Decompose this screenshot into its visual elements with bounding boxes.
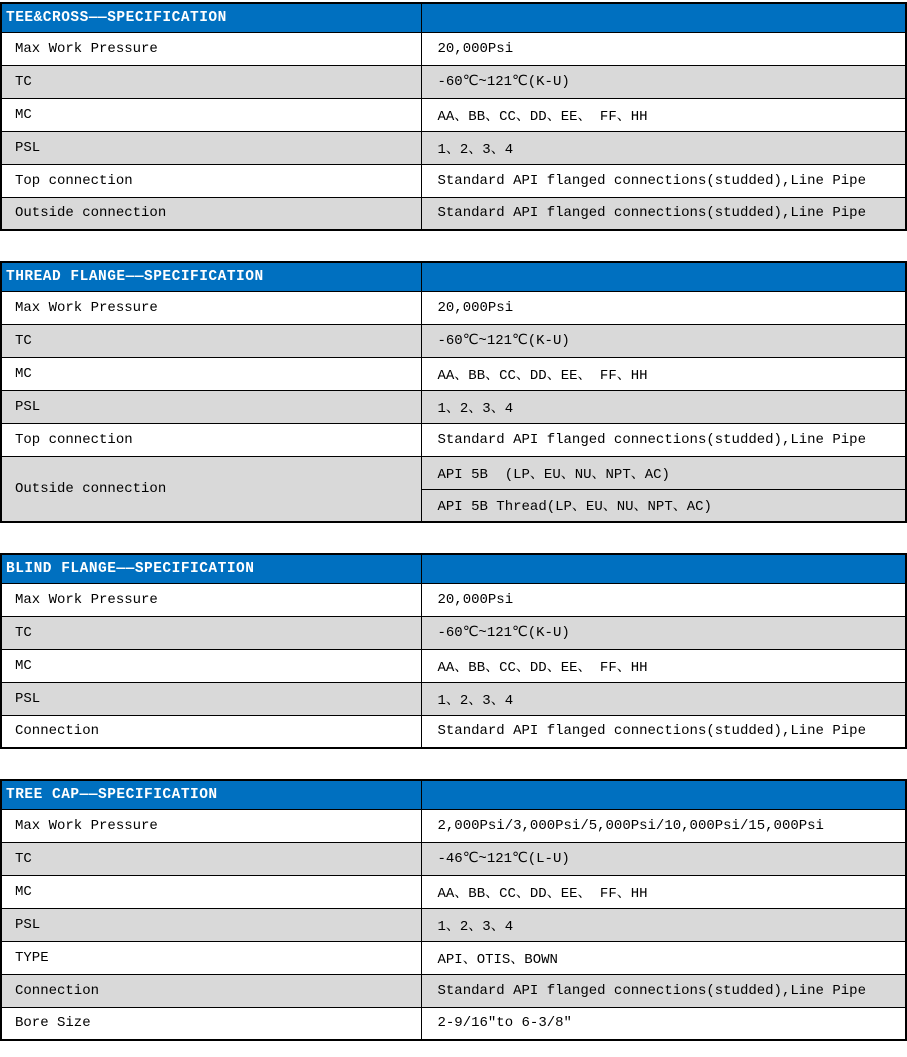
row-label: Top connection — [1, 164, 421, 197]
row-label: Top connection — [1, 423, 421, 456]
row-value: -60℃~121℃(K-U) — [421, 324, 906, 357]
row-value: Standard API flanged connections(studded),Line Pipe — [421, 164, 906, 197]
row-label: Outside connection — [1, 456, 421, 522]
row-value: Standard API flanged connections(studded),Line Pipe — [421, 423, 906, 456]
spec-table-tee-cross — [0, 2, 907, 231]
row-value: API 5B (LP、EU、NU、NPT、AC) — [421, 456, 906, 489]
table-row — [1, 357, 906, 390]
row-label: MC — [1, 357, 421, 390]
table-title: THREAD FLANGE——SPECIFICATION — [1, 262, 421, 291]
row-value: 1、2、3、4 — [421, 390, 906, 423]
spec-table-thread-flange — [0, 261, 907, 523]
row-label: MC — [1, 875, 421, 908]
row-label: Max Work Pressure — [1, 291, 421, 324]
row-label: Max Work Pressure — [1, 32, 421, 65]
row-label: TC — [1, 324, 421, 357]
table-row — [1, 324, 906, 357]
table-row — [1, 390, 906, 423]
table-row — [1, 197, 906, 230]
table-row — [1, 649, 906, 682]
row-value: -60℃~121℃(K-U) — [421, 65, 906, 98]
spec-table-blind-flange — [0, 553, 907, 749]
table-row — [1, 32, 906, 65]
table-row — [1, 65, 906, 98]
table-title: BLIND FLANGE——SPECIFICATION — [1, 554, 421, 583]
table-row — [1, 456, 906, 489]
table-title-spacer — [421, 554, 906, 583]
table-header-row — [1, 780, 906, 809]
row-label: Max Work Pressure — [1, 583, 421, 616]
row-label: PSL — [1, 908, 421, 941]
row-value: API 5B Thread(LP、EU、NU、NPT、AC) — [421, 489, 906, 522]
row-label: MC — [1, 98, 421, 131]
table-row — [1, 908, 906, 941]
row-value: -46℃~121℃(L-U) — [421, 842, 906, 875]
row-value: Standard API flanged connections(studded),Line Pipe — [421, 974, 906, 1007]
row-label: Connection — [1, 974, 421, 1007]
table-row — [1, 583, 906, 616]
row-value: Standard API flanged connections(studded),Line Pipe — [421, 197, 906, 230]
row-value: -60℃~121℃(K-U) — [421, 616, 906, 649]
table-row — [1, 974, 906, 1007]
row-value: 2-9/16″to 6-3/8″ — [421, 1007, 906, 1040]
row-value: 1、2、3、4 — [421, 908, 906, 941]
table-row — [1, 1007, 906, 1040]
table-row — [1, 291, 906, 324]
table-row — [1, 164, 906, 197]
row-value: AA、BB、CC、DD、EE、 FF、HH — [421, 875, 906, 908]
table-row — [1, 98, 906, 131]
table-header-row — [1, 262, 906, 291]
table-title-spacer — [421, 3, 906, 32]
row-label: Connection — [1, 715, 421, 748]
table-header-row — [1, 3, 906, 32]
table-row — [1, 616, 906, 649]
table-title: TREE CAP——SPECIFICATION — [1, 780, 421, 809]
row-label: Max Work Pressure — [1, 809, 421, 842]
table-row — [1, 842, 906, 875]
row-value: Standard API flanged connections(studded),Line Pipe — [421, 715, 906, 748]
row-label: Outside connection — [1, 197, 421, 230]
table-title-spacer — [421, 780, 906, 809]
spec-table-tree-cap — [0, 779, 907, 1041]
row-label: PSL — [1, 390, 421, 423]
row-value: 2,000Psi/3,000Psi/5,000Psi/10,000Psi/15,000Psi — [421, 809, 906, 842]
row-value: 20,000Psi — [421, 291, 906, 324]
table-title: TEE&CROSS——SPECIFICATION — [1, 3, 421, 32]
row-label: TC — [1, 842, 421, 875]
row-label: MC — [1, 649, 421, 682]
row-label: Bore Size — [1, 1007, 421, 1040]
table-row — [1, 423, 906, 456]
table-row — [1, 131, 906, 164]
table-row — [1, 809, 906, 842]
row-value: 20,000Psi — [421, 583, 906, 616]
row-value: 20,000Psi — [421, 32, 906, 65]
table-header-row — [1, 554, 906, 583]
row-value: API、OTIS、BOWN — [421, 941, 906, 974]
row-label: PSL — [1, 682, 421, 715]
table-row — [1, 941, 906, 974]
row-value: AA、BB、CC、DD、EE、 FF、HH — [421, 98, 906, 131]
row-label: TC — [1, 65, 421, 98]
row-value: 1、2、3、4 — [421, 682, 906, 715]
table-title-spacer — [421, 262, 906, 291]
table-row — [1, 682, 906, 715]
row-label: TYPE — [1, 941, 421, 974]
row-value: 1、2、3、4 — [421, 131, 906, 164]
row-label: TC — [1, 616, 421, 649]
table-row — [1, 875, 906, 908]
table-row — [1, 715, 906, 748]
row-value: AA、BB、CC、DD、EE、 FF、HH — [421, 649, 906, 682]
row-value: AA、BB、CC、DD、EE、 FF、HH — [421, 357, 906, 390]
row-label: PSL — [1, 131, 421, 164]
